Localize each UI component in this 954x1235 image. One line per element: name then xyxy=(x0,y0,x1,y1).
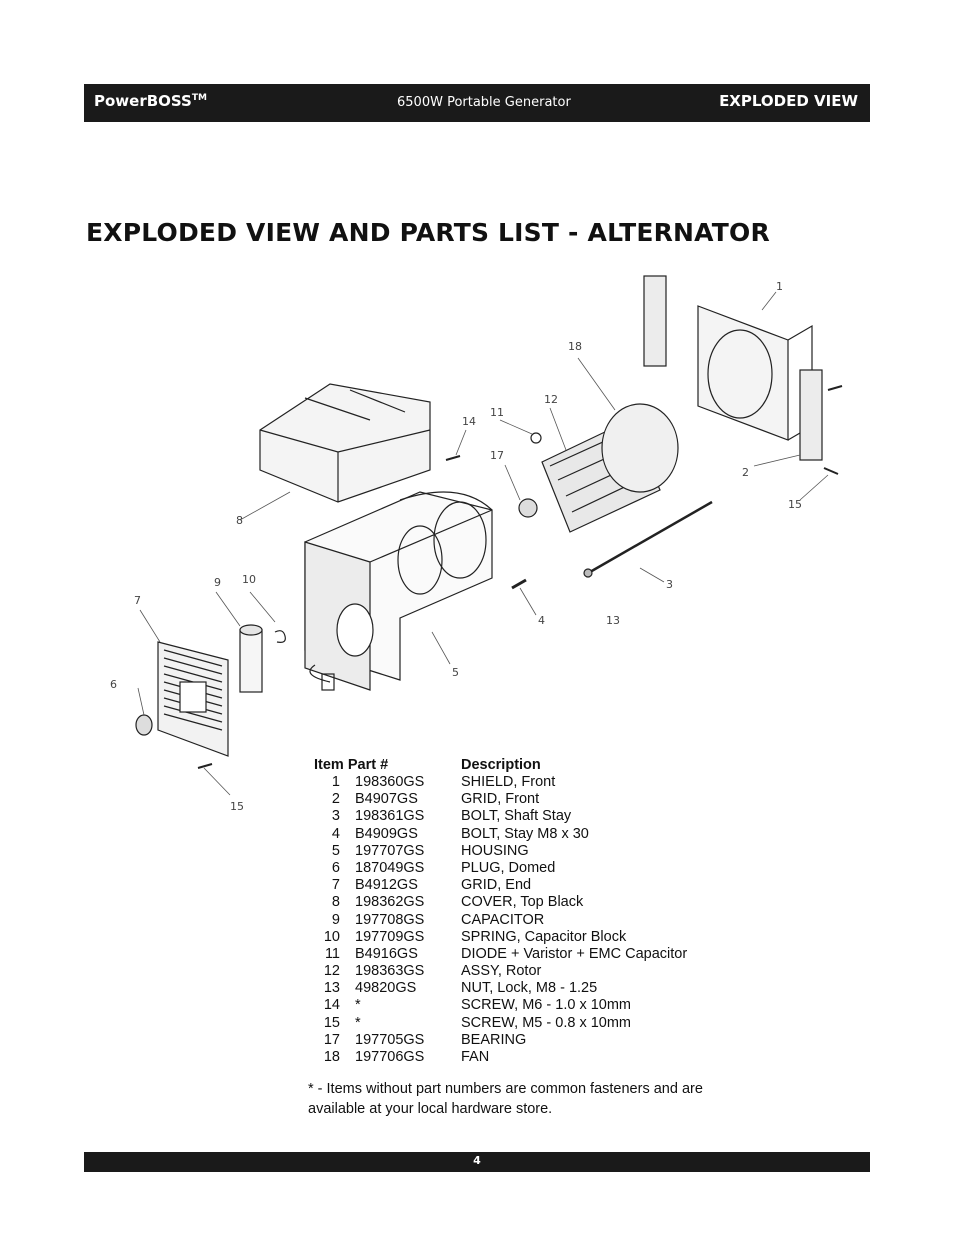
item-number: 7 xyxy=(331,877,340,894)
housing-part xyxy=(305,492,492,690)
callout-6: 6 xyxy=(110,678,117,691)
part-number: 187049GS xyxy=(355,859,425,876)
item-number: 8 xyxy=(331,894,340,911)
screw-part xyxy=(824,468,838,474)
part-number: 197709GS xyxy=(355,928,425,945)
part-number: 198363GS xyxy=(355,963,425,980)
part-number: 198362GS xyxy=(355,894,425,911)
callout-15: 15 xyxy=(788,498,802,511)
header-item: Item Part # xyxy=(314,757,389,773)
callout-7: 7 xyxy=(134,594,141,607)
screw-part xyxy=(198,764,212,768)
document-subtitle: 6500W Portable Generator xyxy=(397,95,571,110)
item-number: 9 xyxy=(331,911,340,928)
fan-part xyxy=(602,404,678,492)
part-number: B4912GS xyxy=(355,877,418,894)
item-number: 14 xyxy=(323,997,340,1014)
part-number: B4916GS xyxy=(355,945,418,962)
callout-8: 8 xyxy=(236,514,243,527)
callout-13: 13 xyxy=(606,614,620,627)
front-shield-part xyxy=(698,306,812,440)
callout-3: 3 xyxy=(666,578,673,591)
callout-9: 9 xyxy=(214,576,221,589)
part-number: B4907GS xyxy=(355,791,418,808)
part-description: BOLT, Shaft Stay xyxy=(461,808,572,825)
part-description: DIODE + Varistor + EMC Capacitor xyxy=(461,945,688,962)
top-cover-part xyxy=(260,384,430,502)
footnote: * - Items without part numbers are common fasteners and are available at your local hardware store. xyxy=(308,1081,703,1117)
callout-12: 12 xyxy=(544,393,558,406)
domed-plug-part xyxy=(136,715,152,735)
end-grid-part xyxy=(158,642,228,756)
item-number: 6 xyxy=(331,859,340,876)
item-number: 4 xyxy=(331,825,340,842)
callout-15: 15 xyxy=(230,800,244,813)
item-number: 10 xyxy=(323,928,340,945)
callout-4: 4 xyxy=(538,614,545,627)
trademark: TM xyxy=(191,93,207,103)
part-number: 197705GS xyxy=(355,1031,425,1048)
callout-2: 2 xyxy=(742,466,749,479)
part-number: * xyxy=(355,1014,361,1031)
stay-bolt-part xyxy=(512,580,526,588)
callout-18: 18 xyxy=(568,340,582,353)
item-number: 1 xyxy=(331,774,340,790)
part-description: GRID, End xyxy=(461,877,532,894)
part-description: CAPACITOR xyxy=(461,911,545,928)
brand-name: PowerBOSS™ xyxy=(94,92,207,110)
callout-14: 14 xyxy=(462,415,476,428)
part-description: FAN xyxy=(461,1049,490,1065)
diode-part xyxy=(531,433,541,443)
part-number: 198361GS xyxy=(355,808,425,825)
screw-part xyxy=(446,456,460,460)
item-number: 2 xyxy=(331,791,340,808)
part-description: BEARING xyxy=(461,1031,527,1048)
part-description: PLUG, Domed xyxy=(461,859,556,876)
page-number: 4 xyxy=(473,1154,481,1167)
item-number: 13 xyxy=(323,980,340,997)
part-description: SHIELD, Front xyxy=(461,774,556,790)
part-number: B4909GS xyxy=(355,825,418,842)
part-description: GRID, Front xyxy=(461,791,540,808)
part-description: SCREW, M5 - 0.8 x 10mm xyxy=(461,1014,632,1031)
part-number: 198360GS xyxy=(355,774,425,790)
part-number: 197707GS xyxy=(355,842,425,859)
lock-nut-part xyxy=(584,569,592,577)
bearing-part xyxy=(519,499,537,517)
item-number: 15 xyxy=(323,1014,340,1031)
part-number: * xyxy=(355,997,361,1014)
item-number: 12 xyxy=(323,963,340,980)
item-number: 5 xyxy=(331,842,340,859)
part-description: NUT, Lock, M8 - 1.25 xyxy=(461,980,598,997)
part-number: 197706GS xyxy=(355,1049,425,1065)
callout-10: 10 xyxy=(242,573,256,586)
callout-5: 5 xyxy=(452,666,459,679)
callout-11: 11 xyxy=(490,406,504,419)
callout-1: 1 xyxy=(776,280,783,293)
part-description: SPRING, Capacitor Block xyxy=(461,928,627,945)
page-title: EXPLODED VIEW AND PARTS LIST - ALTERNATOR xyxy=(86,218,770,247)
item-number: 17 xyxy=(323,1031,340,1048)
front-grid-part xyxy=(800,370,822,460)
part-description: SCREW, M6 - 1.0 x 10mm xyxy=(461,997,632,1014)
footer-bar xyxy=(84,1152,870,1172)
part-description: COVER, Top Black xyxy=(461,894,584,911)
part-description: ASSY, Rotor xyxy=(461,963,542,980)
part-description: BOLT, Stay M8 x 30 xyxy=(461,825,589,842)
item-number: 11 xyxy=(324,945,340,962)
section-title: EXPLODED VIEW xyxy=(719,92,858,110)
item-number: 3 xyxy=(331,808,340,825)
capacitor-part xyxy=(240,625,262,692)
top-grid-part xyxy=(644,276,666,366)
header-description: Description xyxy=(461,757,541,773)
capacitor-spring-part xyxy=(275,631,285,643)
part-description: HOUSING xyxy=(461,842,529,859)
part-number: 49820GS xyxy=(355,980,417,997)
header-bar xyxy=(84,84,870,122)
screw-part xyxy=(828,386,842,390)
part-number: 197708GS xyxy=(355,911,425,928)
callout-17: 17 xyxy=(490,449,504,462)
item-number: 18 xyxy=(323,1049,340,1065)
